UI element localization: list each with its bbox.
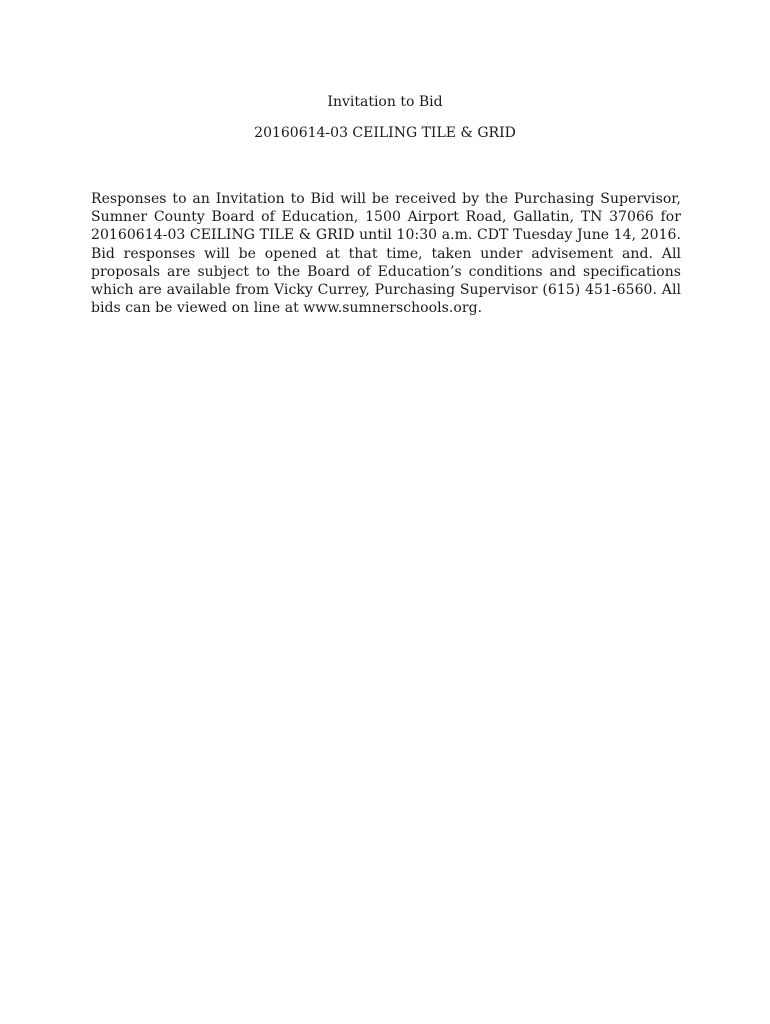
bid-number-heading: 20160614-03 CEILING TILE & GRID xyxy=(254,125,516,141)
bid-notice-paragraph: Responses to an Invitation to Bid will be received by the Purchasing Supervisor, Sumner County Board of Education, 1500 Airport Road, Gallatin, TN 37066 for 20160614-03 CEILING TILE & GRID until 10:30 a.m. CDT Tuesday June 14, 2016. Bid responses will be opened at that time, taken under advisement and. All proposals are subject to the Board of Education’s conditions and specifications which are available from Vicky Currey, Purchasing Supervisor (615) 451-6560. All bids can be viewed on line at www.sumnerschools.org. xyxy=(91,191,681,317)
document-title: Invitation to Bid xyxy=(327,94,443,110)
